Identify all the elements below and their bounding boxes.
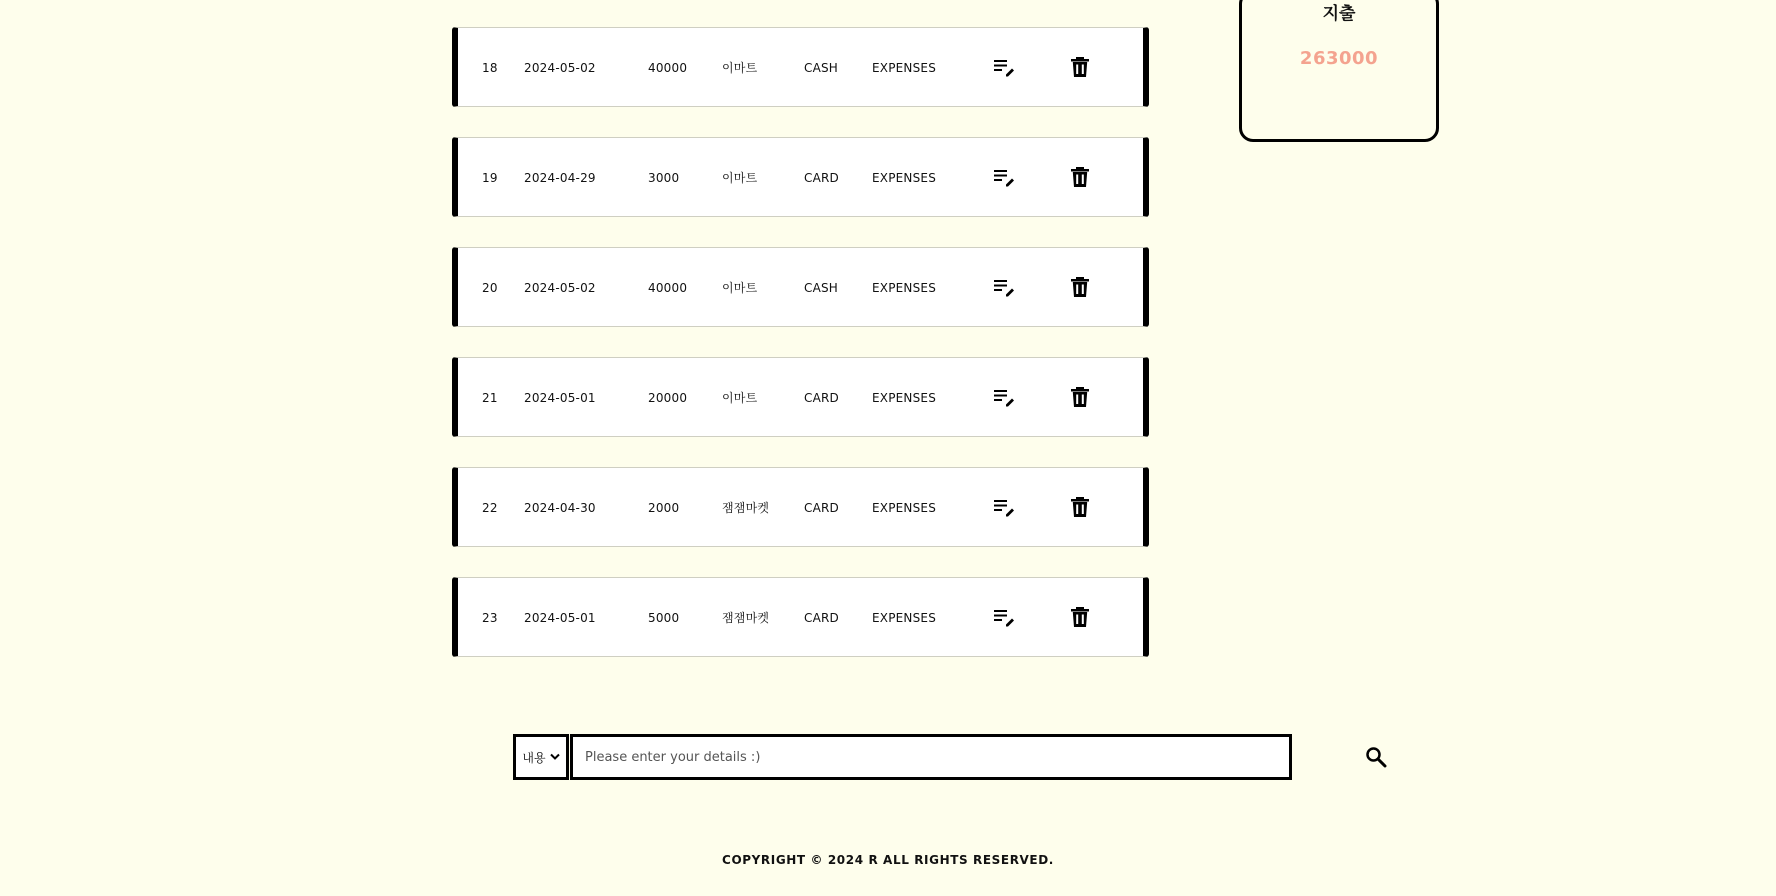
- edit-button[interactable]: [991, 494, 1017, 520]
- search-category-select[interactable]: [513, 734, 569, 780]
- transaction-row: [452, 577, 1149, 657]
- delete-button[interactable]: [1067, 54, 1093, 80]
- trash-icon: [1071, 167, 1089, 187]
- row-type: EXPENSES: [872, 61, 937, 75]
- trash-icon: [1071, 277, 1089, 297]
- search-category-value: 내용: [522, 750, 546, 765]
- row-id: 23: [482, 611, 498, 625]
- edit-button[interactable]: [991, 164, 1017, 190]
- row-amount: 3000: [648, 171, 680, 185]
- row-place: 이마트: [722, 281, 758, 295]
- row-type: EXPENSES: [872, 611, 937, 625]
- transaction-list: [452, 27, 1149, 687]
- row-place: 잼잼마켓: [722, 611, 770, 625]
- transaction-row: [452, 467, 1149, 547]
- edit-button[interactable]: [991, 384, 1017, 410]
- row-type: EXPENSES: [872, 391, 937, 405]
- row-payment-method: CARD: [804, 171, 839, 185]
- trash-icon: [1071, 387, 1089, 407]
- row-id: 18: [482, 61, 498, 75]
- row-id: 22: [482, 501, 498, 515]
- trash-icon: [1071, 497, 1089, 517]
- edit-button[interactable]: [991, 274, 1017, 300]
- row-date: 2024-04-29: [524, 171, 596, 185]
- row-place: 이마트: [722, 61, 758, 75]
- row-id: 20: [482, 281, 498, 295]
- row-id: 19: [482, 171, 498, 185]
- transaction-row: [452, 27, 1149, 107]
- transaction-row: [452, 247, 1149, 327]
- row-date: 2024-05-02: [524, 61, 596, 75]
- search-icon: [1365, 746, 1387, 768]
- search-button[interactable]: [1361, 742, 1391, 772]
- summary-value: 263000: [1299, 48, 1379, 69]
- row-place: 잼잼마켓: [722, 501, 770, 515]
- row-date: 2024-05-01: [524, 611, 596, 625]
- delete-button[interactable]: [1067, 164, 1093, 190]
- row-date: 2024-04-30: [524, 501, 596, 515]
- row-date: 2024-05-01: [524, 391, 596, 405]
- delete-button[interactable]: [1067, 274, 1093, 300]
- chevron-down-icon: [550, 753, 560, 761]
- delete-button[interactable]: [1067, 604, 1093, 630]
- search-bar: [513, 734, 1349, 780]
- edit-note-icon: [993, 497, 1015, 517]
- summary-title: 지출: [1322, 4, 1356, 24]
- delete-button[interactable]: [1067, 384, 1093, 410]
- row-payment-method: CASH: [804, 281, 839, 295]
- transaction-row: [452, 357, 1149, 437]
- row-payment-method: CASH: [804, 61, 839, 75]
- row-amount: 20000: [648, 391, 688, 405]
- delete-button[interactable]: [1067, 494, 1093, 520]
- edit-note-icon: [993, 277, 1015, 297]
- row-type: EXPENSES: [872, 171, 937, 185]
- trash-icon: [1071, 57, 1089, 77]
- edit-note-icon: [993, 167, 1015, 187]
- edit-note-icon: [993, 387, 1015, 407]
- row-amount: 2000: [648, 501, 680, 515]
- row-payment-method: CARD: [804, 391, 839, 405]
- row-amount: 40000: [648, 281, 688, 295]
- edit-button[interactable]: [991, 54, 1017, 80]
- edit-note-icon: [993, 607, 1015, 627]
- row-date: 2024-05-02: [524, 281, 596, 295]
- expense-summary-card: [1239, 0, 1439, 142]
- edit-note-icon: [993, 57, 1015, 77]
- row-payment-method: CARD: [804, 611, 839, 625]
- row-place: 이마트: [722, 171, 758, 185]
- row-id: 21: [482, 391, 498, 405]
- footer-copyright: COPYRIGHT © 2024 R ALL RIGHTS RESERVED.: [722, 853, 1054, 867]
- row-amount: 5000: [648, 611, 680, 625]
- row-type: EXPENSES: [872, 501, 937, 515]
- edit-button[interactable]: [991, 604, 1017, 630]
- row-payment-method: CARD: [804, 501, 839, 515]
- row-amount: 40000: [648, 61, 688, 75]
- trash-icon: [1071, 607, 1089, 627]
- transaction-row: [452, 137, 1149, 217]
- search-input[interactable]: [570, 734, 1292, 780]
- row-type: EXPENSES: [872, 281, 937, 295]
- row-place: 이마트: [722, 391, 758, 405]
